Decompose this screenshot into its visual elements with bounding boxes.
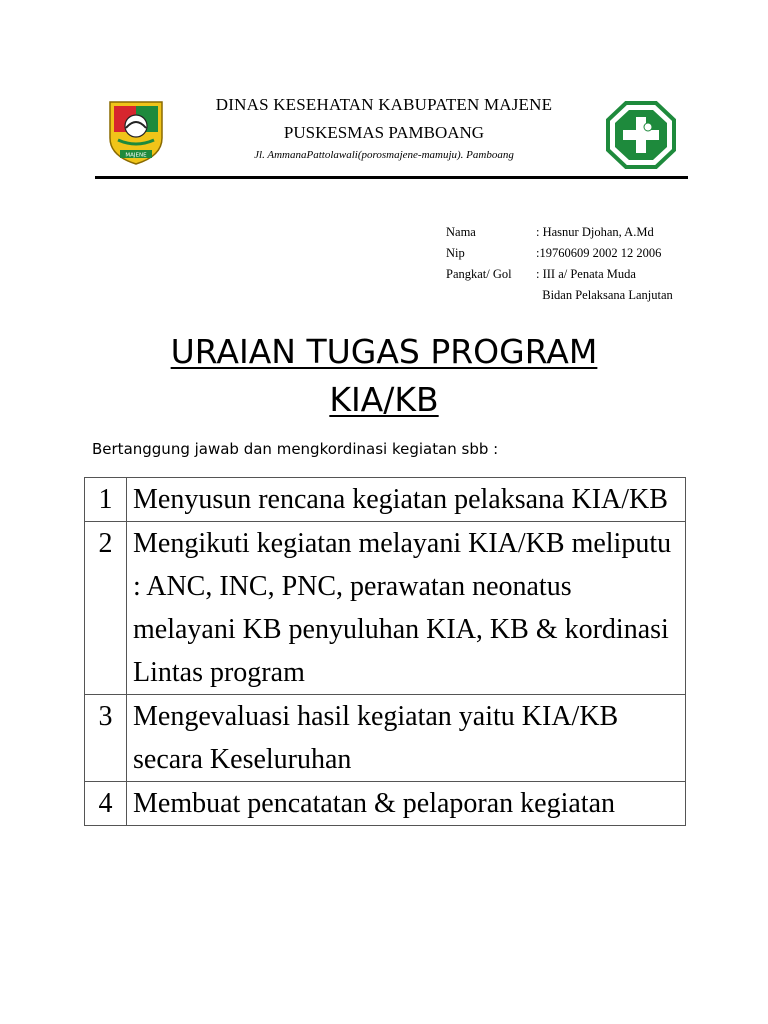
task-number: 2 [85, 522, 127, 695]
identity-row-position [446, 285, 673, 306]
task-text: Mengevaluasi hasil kegiatan yaitu KIA/KB secara Keseluruhan [127, 695, 686, 782]
identity-row-rank [446, 264, 673, 285]
table-row [85, 522, 686, 695]
table-row [85, 782, 686, 826]
intro-text: Bertanggung jawab dan mengkordinasi kegiatan sbb : [92, 440, 499, 458]
identity-label: Nama [446, 225, 476, 239]
identity-row-nip [446, 243, 673, 264]
task-number: 4 [85, 782, 127, 826]
tasks-table [84, 477, 686, 826]
identity-label: Nip [446, 246, 465, 260]
facility-address: Jl. AmmanaPattolawali(porosmajene-mamuju). Pamboang [254, 149, 514, 161]
agency-name: DINAS KESEHATAN KABUPATEN MAJENE [215, 95, 553, 114]
identity-value: : Hasnur Djohan, A.Md [536, 225, 654, 239]
emblem-label: MAJENE [125, 152, 147, 159]
letterhead-divider [95, 176, 688, 179]
identity-value: :19760609 2002 12 2006 [536, 246, 662, 260]
facility-name: PUSKESMAS PAMBOANG [283, 123, 485, 142]
document-title [0, 328, 768, 424]
identity-block [446, 222, 673, 306]
table-row [85, 478, 686, 522]
identity-label [446, 285, 536, 306]
task-text: Mengikuti kegiatan melayani KIA/KB meliputu : ANC, INC, PNC, perawatan neonatus melayani KB penyuluhan KIA, KB & kordinasi Lintas program [127, 522, 686, 695]
puskesmas-cross-logo-icon [605, 100, 677, 170]
table-row [85, 695, 686, 782]
task-number: 1 [85, 478, 127, 522]
task-text: Membuat pencatatan & pelaporan kegiatan [127, 782, 686, 826]
identity-row-name [446, 222, 673, 243]
identity-value: : III a/ Penata Muda [536, 267, 636, 281]
title-line: KIA/KB [329, 380, 439, 419]
identity-value: Bidan Pelaksana Lanjutan [536, 288, 673, 302]
identity-label: Pangkat/ Gol [446, 267, 512, 281]
task-number: 3 [85, 695, 127, 782]
title-line: URAIAN TUGAS PROGRAM [170, 332, 598, 371]
task-text: Menyusun rencana kegiatan pelaksana KIA/KB [127, 478, 686, 522]
